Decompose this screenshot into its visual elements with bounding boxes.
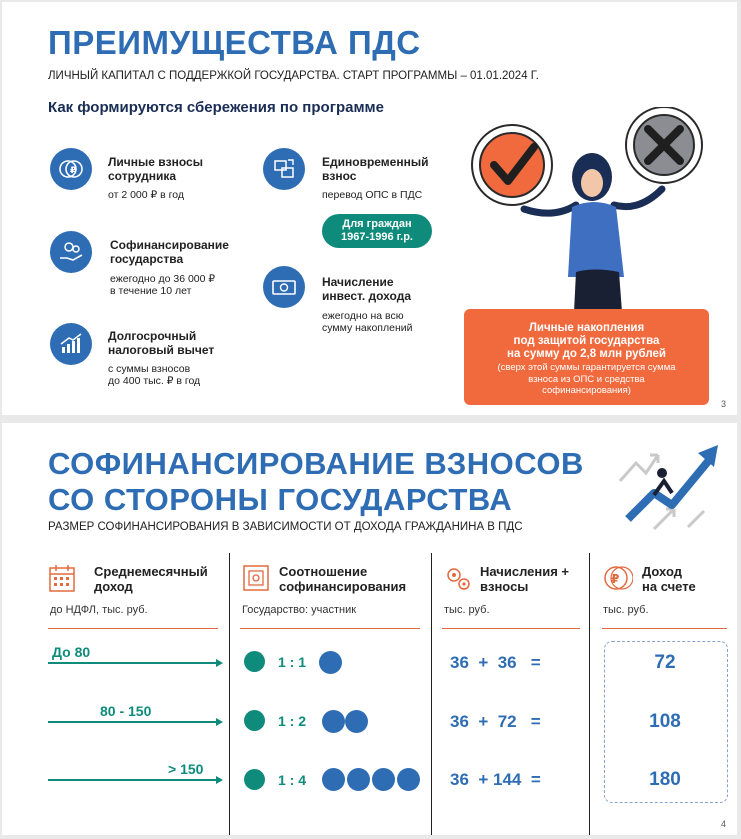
- income-label: 80 - 150: [100, 703, 152, 719]
- column-sub-accruals: тыс. руб.: [444, 604, 490, 616]
- result-value: 72: [654, 652, 676, 673]
- income-label: > 150: [168, 761, 204, 777]
- title-line: СО СТОРОНЫ ГОСУДАРСТВА: [48, 482, 513, 517]
- ratio-value: 1 : 1: [278, 654, 307, 670]
- slide-cofinancing: [2, 423, 737, 835]
- column-divider: [48, 628, 218, 629]
- ratio-board-icon: [242, 563, 270, 593]
- slide-title: ПРЕИМУЩЕСТВА ПДС: [48, 24, 421, 61]
- column-separator: [431, 553, 432, 835]
- item-desc-line: в течение 10 лет: [110, 285, 192, 297]
- column-divider: [602, 628, 727, 629]
- banknote-icon: [263, 266, 305, 308]
- protected-savings-box: [464, 309, 709, 405]
- income-label: До 80: [52, 644, 91, 660]
- item-desc-line: с суммы взносов: [108, 363, 191, 375]
- participant-dot: [397, 768, 420, 791]
- item-desc-line: сумму накоплений: [322, 322, 413, 334]
- result-value: 108: [649, 711, 681, 732]
- gears-icon: [444, 563, 472, 593]
- growth-chart-icon: [50, 323, 92, 365]
- item-title-line: Начисление: [322, 275, 394, 289]
- item-desc-line: до 400 тыс. ₽ в год: [108, 375, 201, 387]
- item-state-cofinancing-desc: [110, 273, 215, 297]
- arrow-head-icon: [216, 718, 223, 726]
- ratio-value: 1 : 2: [278, 713, 307, 729]
- state-dot: [244, 769, 265, 790]
- item-title-line: налоговый вычет: [108, 343, 215, 357]
- growth-arrow-illustration: [614, 433, 726, 533]
- page-number: 3: [721, 399, 727, 409]
- item-desc-line: ежегодно на всю: [322, 310, 404, 322]
- item-title-line: Софинансирование: [110, 238, 229, 252]
- column-separator: [229, 553, 230, 835]
- column-head-line: взносы: [480, 579, 529, 594]
- ratio-value: 1 : 4: [278, 772, 307, 788]
- item-tax-deduction-desc: [108, 363, 200, 387]
- item-state-cofinancing-title: [110, 238, 229, 266]
- participant-dot: [322, 710, 345, 733]
- item-title-line: Долгосрочный: [108, 329, 197, 343]
- participant-dot: [372, 768, 395, 791]
- svg-text:₽: ₽: [70, 166, 77, 176]
- woman-with-signs-illustration: [464, 107, 714, 317]
- result-value: 180: [649, 769, 681, 790]
- column-head-line: доход: [94, 579, 133, 594]
- state-dot: [244, 710, 265, 731]
- column-divider: [442, 628, 580, 629]
- column-head-account-income: [642, 564, 696, 594]
- slide-title: [48, 446, 584, 518]
- column-head-line: Начисления +: [480, 564, 570, 579]
- column-divider: [240, 628, 420, 629]
- box-line: под защитой государства: [513, 335, 660, 347]
- participant-dot: [319, 651, 342, 674]
- item-tax-deduction-title: [108, 329, 214, 357]
- column-head-income: [94, 564, 208, 594]
- box-line: (сверх этой суммы гарантируется сумма: [497, 362, 676, 373]
- slide-subtitle: ЛИЧНЫЙ КАПИТАЛ С ПОДДЕРЖКОЙ ГОСУДАРСТВА. СТАРТ ПРОГРАММЫ – 01.01.2024 Г.: [48, 70, 539, 82]
- box-line: Личные накопления: [528, 322, 645, 334]
- badge-line: 1967-1996 г.р.: [341, 231, 413, 243]
- slide-subtitle: РАЗМЕР СОФИНАНСИРОВАНИЯ В ЗАВИСИМОСТИ ОТ ДОХОДА ГРАЖДАНИНА В ПДС: [48, 521, 523, 533]
- transfer-icon: [263, 148, 305, 190]
- income-arrow: [48, 662, 216, 664]
- participant-dot: [345, 710, 368, 733]
- item-title-line: Личные взносы: [108, 155, 203, 169]
- item-investment-income-desc: [322, 310, 412, 334]
- column-head-line: Соотношение: [279, 564, 368, 579]
- item-lump-sum-title: [322, 155, 428, 183]
- box-line: на сумму до 2,8 млн рублей: [507, 348, 666, 360]
- birth-years-badge: [322, 214, 432, 248]
- calc-value: 36 + 72 =: [450, 712, 541, 731]
- item-personal-contributions-desc: от 2 000 ₽ в год: [108, 189, 184, 201]
- item-desc-line: ежегодно до 36 000 ₽: [110, 273, 216, 285]
- column-head-line: на счете: [642, 579, 696, 594]
- column-sub-ratio: Государство: участник: [242, 604, 357, 616]
- state-dot: [244, 651, 265, 672]
- ruble-coins-icon: [603, 563, 633, 593]
- box-line: софинансирования): [542, 385, 631, 396]
- calc-value: 36 + 36 =: [450, 653, 541, 672]
- column-head-line: Среднемесячный: [94, 564, 208, 579]
- arrow-head-icon: [216, 659, 223, 667]
- hand-coins-icon: [50, 231, 92, 273]
- section-heading: Как формируются сбережения по программе: [48, 99, 384, 116]
- income-arrow: [48, 779, 216, 781]
- title-line: СОФИНАНСИРОВАНИЕ ВЗНОСОВ: [48, 446, 584, 481]
- page-number: 4: [721, 819, 727, 829]
- item-title-line: взнос: [322, 169, 357, 183]
- item-investment-income-title: [322, 275, 411, 303]
- item-title-line: сотрудника: [108, 169, 177, 183]
- income-arrow: [48, 721, 216, 723]
- item-title-line: государства: [110, 252, 184, 266]
- calc-value: 36 + 144 =: [450, 770, 541, 789]
- item-personal-contributions-title: [108, 155, 203, 183]
- column-head-accruals: [480, 564, 569, 594]
- calendar-icon: [48, 563, 76, 593]
- box-line: взноса из ОПС и средства: [528, 373, 645, 385]
- column-sub-account-income: тыс. руб.: [603, 604, 649, 616]
- participant-dot: [347, 768, 370, 791]
- participant-dot: [322, 768, 345, 791]
- item-title-line: инвест. дохода: [322, 289, 412, 303]
- column-head-ratio: [279, 564, 406, 594]
- column-head-line: софинансирования: [279, 579, 407, 594]
- svg-text:₽: ₽: [611, 572, 620, 586]
- column-head-line: Доход: [642, 564, 682, 579]
- badge-line: Для граждан: [342, 218, 412, 230]
- column-separator: [589, 553, 590, 835]
- item-title-line: Единовременный: [322, 155, 429, 169]
- coins-icon: [50, 148, 92, 190]
- column-sub-income: до НДФЛ, тыс. руб.: [50, 604, 148, 616]
- arrow-head-icon: [216, 776, 223, 784]
- item-lump-sum-desc: перевод ОПС в ПДС: [322, 189, 423, 201]
- slide-advantages: [2, 2, 737, 415]
